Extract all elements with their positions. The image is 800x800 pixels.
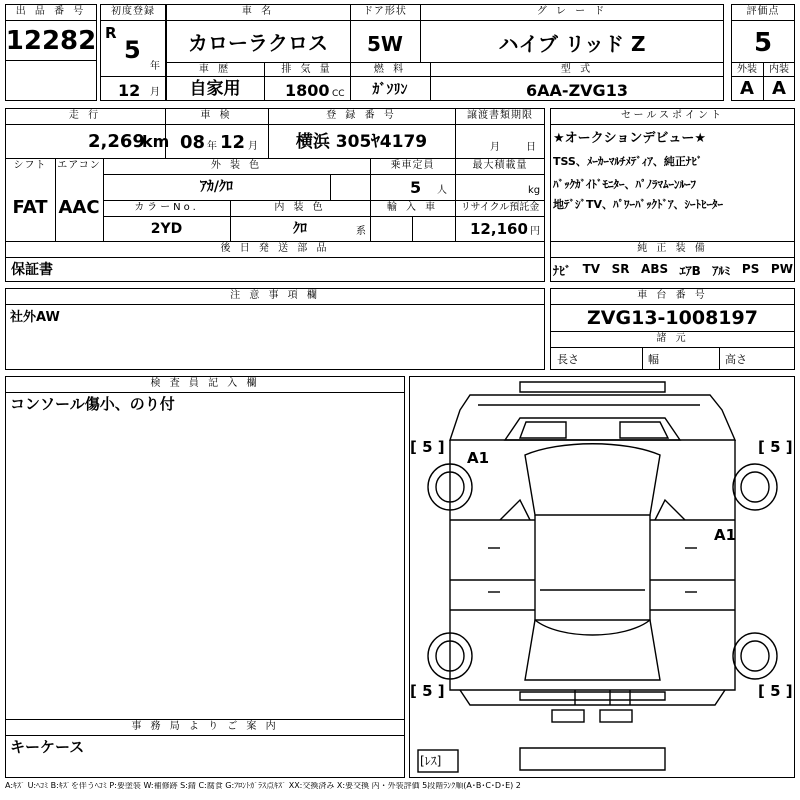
divider xyxy=(719,347,720,370)
tire-front-right: [ 5 ] xyxy=(758,438,793,456)
lot-label: 出 品 番 号 xyxy=(15,6,87,17)
sales-point-line: TSS、ﾒｰｶｰﾏﾙﾁﾒﾃﾞｨｱ、純正ﾅﾋﾞ xyxy=(553,155,703,168)
divider xyxy=(103,216,545,217)
divider xyxy=(731,20,795,21)
sales-points-label: セールスポイント xyxy=(620,110,725,121)
displacement-unit: CC xyxy=(332,89,345,99)
import-label: 輸 入 車 xyxy=(386,202,439,213)
history-label: 車 歴 xyxy=(198,64,232,75)
diagram-box xyxy=(409,376,795,778)
divider xyxy=(642,347,643,370)
inspection-month-unit: 月 xyxy=(248,141,258,152)
equipment-list xyxy=(553,262,793,279)
sales-point-line: ★オークションデビュー★ xyxy=(553,131,707,146)
score-label: 評価点 xyxy=(746,6,780,17)
score: 5 xyxy=(753,28,773,58)
recycle-unit: 円 xyxy=(530,226,540,237)
interior-grade: A xyxy=(772,78,786,99)
chassis-label: 車 台 番 号 xyxy=(637,290,708,301)
fuel: ｶﾞｿﾘﾝ xyxy=(372,82,408,98)
inspection-year: 08 xyxy=(180,132,206,153)
divider xyxy=(550,331,795,332)
transfer-day-unit: 日 xyxy=(526,142,536,153)
plate: 横浜 305ﾔ4179 xyxy=(295,132,428,152)
divider xyxy=(5,719,405,720)
interior-color-unit: 系 xyxy=(356,226,366,237)
divider xyxy=(5,60,97,61)
width-label: 幅 xyxy=(648,353,659,366)
recycle-label: リサイクル預託金 xyxy=(460,202,540,213)
first-reg-year: 5 xyxy=(124,36,141,64)
divider xyxy=(5,257,545,258)
divider xyxy=(166,62,724,63)
shift: FAT xyxy=(12,197,48,218)
capacity: 5 xyxy=(410,178,422,197)
specs-label: 諸 元 xyxy=(656,333,689,344)
exterior-color: ｱｶ/ｸﾛ xyxy=(199,179,234,195)
divider xyxy=(100,76,166,77)
sales-point-line: ﾊﾞｯｸｶﾞｲﾄﾞﾓﾆﾀｰ、ﾊﾟﾉﾗﾏﾑｰﾝﾙｰﾌ xyxy=(553,178,696,191)
divider xyxy=(550,241,795,242)
damage-mark-front-left: A1 xyxy=(467,449,490,467)
divider xyxy=(550,347,795,348)
ac-label: エアコン xyxy=(57,160,101,171)
divider xyxy=(5,20,97,21)
interior-label: 内装 xyxy=(769,64,789,75)
divider xyxy=(550,304,795,305)
model-label: 型 式 xyxy=(560,64,594,75)
length-label: 長さ xyxy=(557,353,579,366)
inspector-text: コンソール傷小、のり付 xyxy=(10,395,175,413)
inspector-box xyxy=(5,376,405,778)
grade-label: グ レ ー ド xyxy=(536,6,608,17)
car-name-label: 車 名 xyxy=(241,6,275,17)
equipment-item: ﾅﾋﾞ xyxy=(553,264,572,278)
transfer-label: 譲渡書類期限 xyxy=(467,110,533,121)
tire-front-left: [ 5 ] xyxy=(410,438,445,456)
equipment-item: PS xyxy=(741,262,760,276)
max-load-label: 最大積載量 xyxy=(472,160,528,171)
divider xyxy=(5,241,545,242)
displacement: 1800 xyxy=(285,81,330,100)
mileage: 2,269 xyxy=(88,131,145,152)
divider xyxy=(166,20,724,21)
exterior-label: 外装 xyxy=(737,64,757,75)
notes-text: 社外AW xyxy=(10,310,60,325)
door-label: ドア形状 xyxy=(363,6,407,17)
capacity-label: 乗車定員 xyxy=(390,160,435,171)
ac: AAC xyxy=(58,197,100,218)
car-name: カローラクロス xyxy=(188,31,328,55)
fuel-label: 燃 料 xyxy=(373,64,407,75)
color-no-label: カラーNo. xyxy=(134,202,199,213)
history: 自家用 xyxy=(189,79,241,99)
capacity-unit: 人 xyxy=(437,185,447,196)
model: 6AA-ZVG13 xyxy=(526,81,628,100)
color-no: 2YD xyxy=(150,221,183,237)
legend: A:ｷｽﾞ U:ﾍｺﾐ B:ｷｽﾞを伴うﾍｺﾐ P:要塗装 W:補修跡 S:錆 C:腐食 G:ﾌﾛﾝﾄｶﾞﾗｽ点ｷｽﾞ XX:交換済み X:要交換 内・外装評価 5段階ﾗﾝｸ順(A･B･C･D･E) 2 xyxy=(5,782,521,790)
height-label: 高さ xyxy=(725,353,747,366)
spare-tire: [ﾚｽ] xyxy=(420,754,442,768)
equipment-item: ｴｱB xyxy=(679,264,701,278)
notes-label: 注 意 事 項 欄 xyxy=(230,290,320,301)
interior-color: ｸﾛ xyxy=(293,221,307,237)
tire-rear-left: [ 5 ] xyxy=(410,682,445,700)
door-type: 5W xyxy=(367,32,403,56)
grade: ハイブ リッド Z xyxy=(498,32,646,56)
divider xyxy=(5,124,545,125)
equipment-item: ｱﾙﾐ xyxy=(712,264,731,278)
equipment-item: ABS xyxy=(641,262,669,276)
year-unit: 年 xyxy=(150,61,160,72)
divider xyxy=(412,216,413,241)
mileage-label: 走 行 xyxy=(68,110,102,121)
displacement-label: 排 気 量 xyxy=(281,64,333,75)
equipment-item: SR xyxy=(611,262,630,276)
equipment-item: PW xyxy=(770,262,793,276)
first-reg-label: 初度登録 xyxy=(111,6,155,17)
lot-number: 12282 xyxy=(5,26,97,56)
interior-color-label: 内 装 色 xyxy=(274,202,326,213)
mileage-unit: km xyxy=(142,132,170,151)
divider xyxy=(5,158,545,159)
inspector-label: 検 査 員 記 入 欄 xyxy=(150,378,260,389)
sales-point-line: 地ﾃﾞｼﾞTV、ﾊﾟﾜｰﾊﾞｯｸﾄﾞｱ、ｼｰﾄﾋｰﾀｰ xyxy=(553,198,724,211)
plate-label: 登 録 番 号 xyxy=(326,110,397,121)
office-text: キーケース xyxy=(10,738,85,756)
divider xyxy=(5,735,405,736)
divider xyxy=(100,20,166,21)
exterior-grade: A xyxy=(740,78,754,99)
office-label: 事 務 局 よ り ご 案 内 xyxy=(131,721,279,732)
divider xyxy=(550,257,795,258)
damage-mark-right-door: A1 xyxy=(714,526,737,544)
inspection-year-unit: 年 xyxy=(207,141,217,152)
divider xyxy=(103,200,545,201)
first-reg-month: 12 xyxy=(118,81,141,100)
inspection-label: 車 検 xyxy=(200,110,233,121)
later-parts-label: 後 日 発 送 部 品 xyxy=(220,243,330,254)
divider xyxy=(166,76,724,77)
chassis-number: ZVG13-1008197 xyxy=(587,307,758,329)
recycle-fee: 12,160 xyxy=(470,220,528,238)
divider xyxy=(103,174,545,175)
era: R xyxy=(105,24,117,42)
later-parts: 保証書 xyxy=(11,262,53,278)
divider xyxy=(550,124,795,125)
divider xyxy=(330,174,331,200)
tire-rear-right: [ 5 ] xyxy=(758,682,793,700)
transfer-month-unit: 月 xyxy=(490,142,500,153)
divider xyxy=(5,304,545,305)
color-label: 外 装 色 xyxy=(210,160,263,171)
max-load-unit: kg xyxy=(528,185,541,196)
inspection-month: 12 xyxy=(220,132,246,153)
equipment-item: TV xyxy=(582,262,601,276)
month-unit: 月 xyxy=(150,87,160,98)
divider xyxy=(5,392,405,393)
equipment-label: 純 正 装 備 xyxy=(637,243,708,254)
shift-label: シフト xyxy=(13,160,47,171)
